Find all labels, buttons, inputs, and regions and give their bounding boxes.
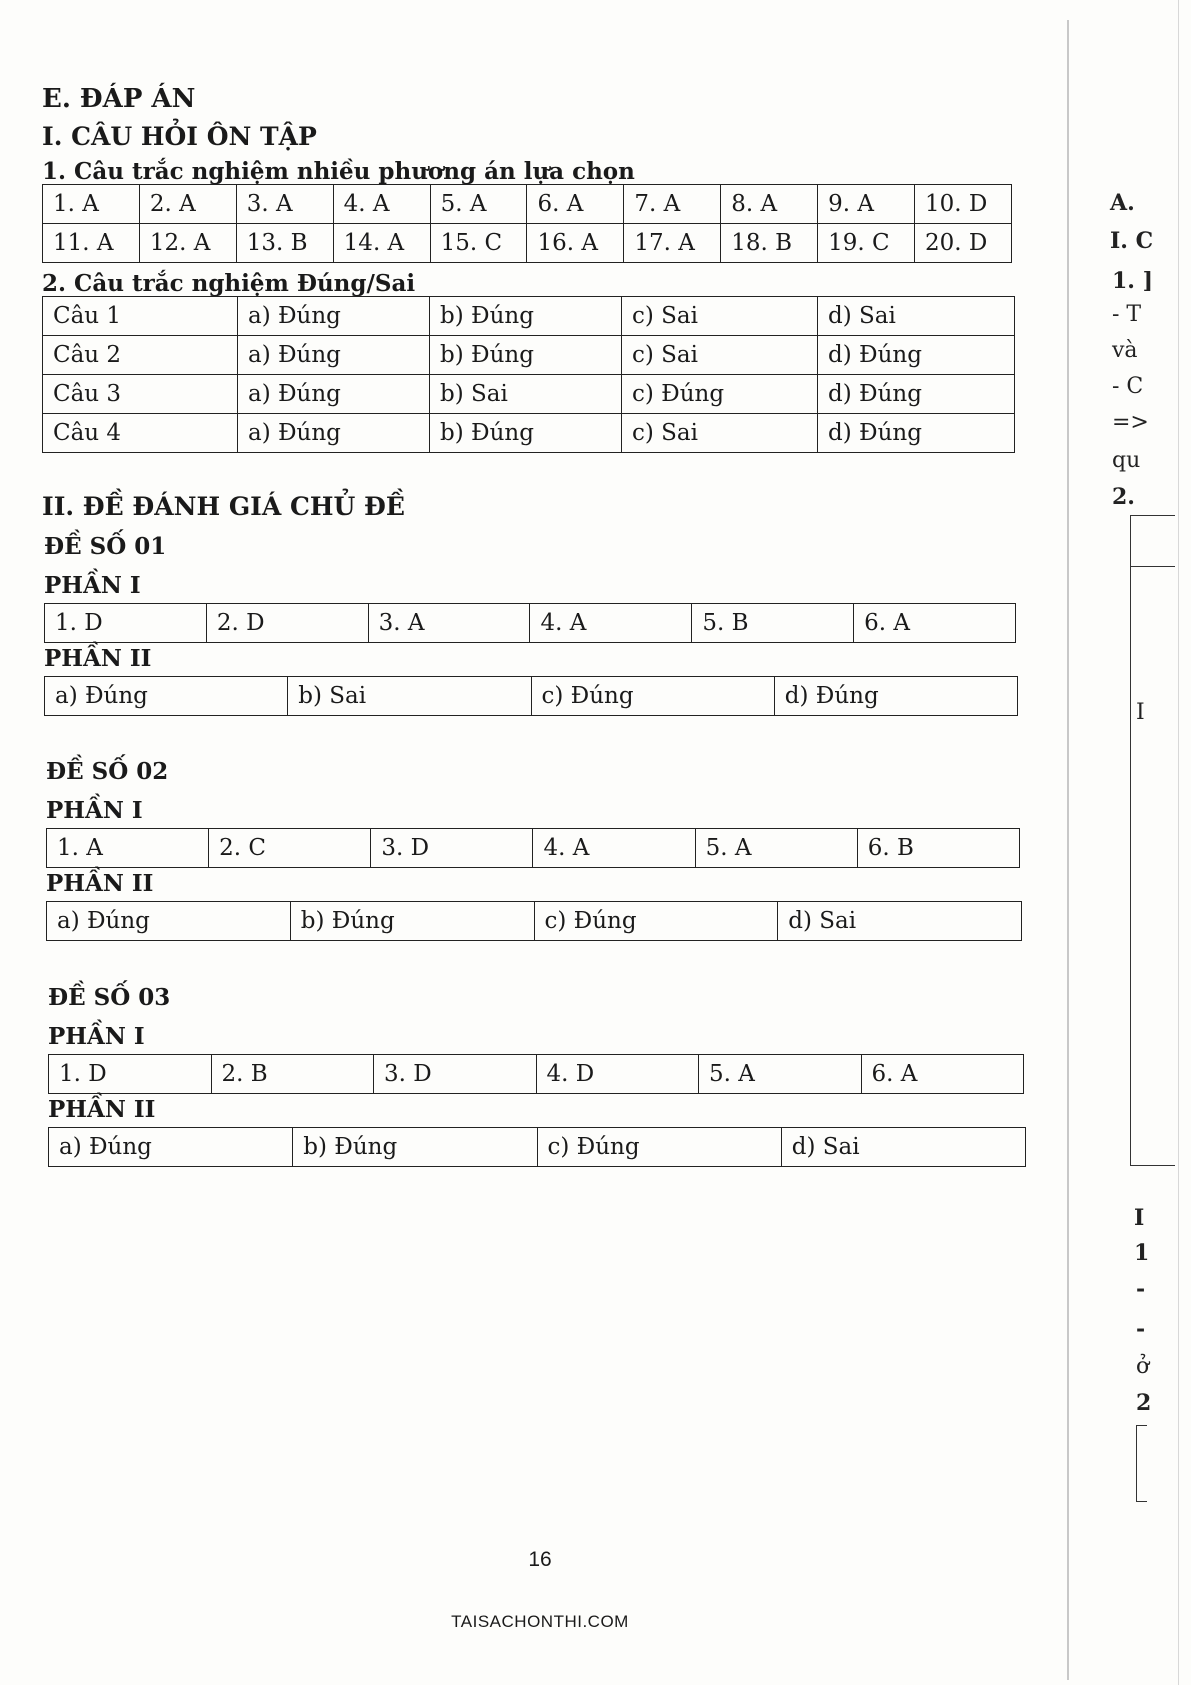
table-cell: 4. A xyxy=(530,604,692,643)
exam-03-title: ĐỀ SỐ 03 xyxy=(48,984,171,1011)
table-cell: c) Sai xyxy=(622,414,818,453)
exam-02-part1-label: PHẦN I xyxy=(46,797,143,824)
table-cell: c) Sai xyxy=(622,336,818,375)
table-cell: d) Sai xyxy=(818,297,1015,336)
adjacent-page-text: I xyxy=(1136,700,1145,725)
table-cell: a) Đúng xyxy=(49,1128,293,1167)
table-cell: c) Đúng xyxy=(531,677,774,716)
table-row xyxy=(45,677,1018,716)
table-cell: 2. B xyxy=(211,1055,374,1094)
table-cell: 6. A xyxy=(854,604,1016,643)
table-cell: b) Đúng xyxy=(430,297,622,336)
table-cell: b) Đúng xyxy=(290,902,534,941)
table-cell: 15. C xyxy=(430,224,527,263)
table-cell: 19. C xyxy=(818,224,915,263)
exam-01-part2-label: PHẦN II xyxy=(44,645,152,672)
adjacent-page-text: 1 xyxy=(1134,1240,1150,1266)
table-cell: a) Đúng xyxy=(238,375,430,414)
exam-03-part2-label: PHẦN II xyxy=(48,1096,156,1123)
table-cell: 5. A xyxy=(699,1055,862,1094)
answer-heading: E. ĐÁP ÁN xyxy=(42,84,196,114)
section2-title: II. ĐỀ ĐÁNH GIÁ CHỦ ĐỀ xyxy=(42,492,405,521)
table-cell: d) Đúng xyxy=(818,414,1015,453)
table-cell: 4. D xyxy=(536,1055,699,1094)
adjacent-page-text: ở xyxy=(1136,1354,1150,1379)
mcq-title: 1. Câu trắc nghiệm nhiều phương án lựa chọn xyxy=(42,158,635,185)
adjacent-page-text: 2 xyxy=(1136,1390,1152,1416)
table-row xyxy=(43,414,1015,453)
table-row xyxy=(47,829,1020,868)
table-cell: b) Đúng xyxy=(430,336,622,375)
page-edge-line xyxy=(1067,20,1069,1680)
exam-02-title: ĐỀ SỐ 02 xyxy=(46,758,169,785)
table-cell: d) Sai xyxy=(778,902,1022,941)
adjacent-page-text: A. xyxy=(1110,190,1135,216)
exam-02-part1-table xyxy=(46,828,1020,868)
table-cell: d) Đúng xyxy=(818,336,1015,375)
table-cell: c) Đúng xyxy=(534,902,778,941)
table-cell: 18. B xyxy=(721,224,818,263)
table-cell: 11. A xyxy=(43,224,140,263)
adjacent-page-text: - T xyxy=(1112,302,1142,327)
table-cell: 17. A xyxy=(624,224,721,263)
table-row xyxy=(43,336,1015,375)
table-cell: 6. A xyxy=(861,1055,1024,1094)
exam-01-part1-table xyxy=(44,603,1016,643)
table-cell: c) Đúng xyxy=(622,375,818,414)
table-cell: 20. D xyxy=(915,224,1012,263)
mcq-answer-table xyxy=(42,184,1012,263)
table-cell: 8. A xyxy=(721,185,818,224)
table-cell: a) Đúng xyxy=(45,677,288,716)
table-cell: 1. A xyxy=(43,185,140,224)
table-cell: 16. A xyxy=(527,224,624,263)
table-cell: 4. A xyxy=(333,185,430,224)
table-cell: b) Sai xyxy=(288,677,531,716)
page-number: 16 xyxy=(528,1548,552,1571)
exam-03-part2-table xyxy=(48,1127,1026,1167)
adjacent-page-text: I xyxy=(1134,1205,1145,1231)
table-cell: 1. D xyxy=(49,1055,212,1094)
true-false-title: 2. Câu trắc nghiệm Đúng/Sai xyxy=(42,270,416,297)
section1-title: I. CÂU HỎI ÔN TẬP xyxy=(42,122,317,151)
table-cell: 1. A xyxy=(47,829,209,868)
table-cell: 1. D xyxy=(45,604,207,643)
exam-03-part1-table xyxy=(48,1054,1024,1094)
table-cell: d) Sai xyxy=(781,1128,1025,1167)
table-cell: c) Đúng xyxy=(537,1128,781,1167)
table-cell: 7. A xyxy=(624,185,721,224)
table-cell: 3. A xyxy=(368,604,530,643)
table-cell: Câu 2 xyxy=(43,336,238,375)
footer-website: TAISACHONTHI.COM xyxy=(451,1612,629,1631)
table-cell: 13. B xyxy=(236,224,333,263)
table-row xyxy=(43,224,1012,263)
table-cell: Câu 4 xyxy=(43,414,238,453)
table-cell: 9. A xyxy=(818,185,915,224)
table-cell: 12. A xyxy=(139,224,236,263)
table-cell: 3. D xyxy=(374,1055,537,1094)
table-cell: 10. D xyxy=(915,185,1012,224)
adjacent-page-text: I. C xyxy=(1110,228,1154,254)
table-cell: 6. A xyxy=(527,185,624,224)
table-cell: c) Sai xyxy=(622,297,818,336)
adjacent-page-text: - xyxy=(1136,1276,1146,1302)
table-cell: b) Sai xyxy=(430,375,622,414)
adjacent-page-text: - C xyxy=(1112,374,1144,399)
adjacent-page-text: và xyxy=(1112,338,1138,363)
table-cell: 4. A xyxy=(533,829,695,868)
true-false-answer-table xyxy=(42,296,1015,453)
adjacent-table-fragment xyxy=(1130,565,1175,1166)
table-cell: 5. A xyxy=(430,185,527,224)
table-cell: 3. A xyxy=(236,185,333,224)
table-cell: d) Đúng xyxy=(818,375,1015,414)
adjacent-page-edge xyxy=(1060,0,1191,1685)
adjacent-page-text: 1. ] xyxy=(1112,268,1154,294)
table-cell: 5. B xyxy=(692,604,854,643)
table-cell: b) Đúng xyxy=(293,1128,537,1167)
table-cell: a) Đúng xyxy=(47,902,291,941)
table-cell: a) Đúng xyxy=(238,336,430,375)
table-cell: 5. A xyxy=(695,829,857,868)
adjacent-page-text: => xyxy=(1112,410,1149,435)
adjacent-table-fragment xyxy=(1130,515,1175,567)
table-cell: b) Đúng xyxy=(430,414,622,453)
table-cell: 6. B xyxy=(857,829,1019,868)
table-cell: 14. A xyxy=(333,224,430,263)
table-cell: 2. D xyxy=(206,604,368,643)
adjacent-page-text: qu xyxy=(1112,448,1141,473)
adjacent-page-text: 2. xyxy=(1112,484,1135,510)
exam-01-title: ĐỀ SỐ 01 xyxy=(44,533,167,560)
table-cell: 2. A xyxy=(139,185,236,224)
table-row xyxy=(47,902,1022,941)
table-row xyxy=(43,375,1015,414)
table-cell: 3. D xyxy=(371,829,533,868)
exam-02-part2-table xyxy=(46,901,1022,941)
table-cell: d) Đúng xyxy=(774,677,1017,716)
table-cell: Câu 1 xyxy=(43,297,238,336)
table-cell: 2. C xyxy=(209,829,371,868)
exam-01-part2-table xyxy=(44,676,1018,716)
table-row xyxy=(49,1128,1026,1167)
table-row xyxy=(43,185,1012,224)
table-row xyxy=(45,604,1016,643)
table-row xyxy=(49,1055,1024,1094)
exam-02-part2-label: PHẦN II xyxy=(46,870,154,897)
table-cell: Câu 3 xyxy=(43,375,238,414)
exam-01-part1-label: PHẦN I xyxy=(44,572,141,599)
adjacent-table-fragment xyxy=(1136,1425,1147,1502)
table-cell: a) Đúng xyxy=(238,414,430,453)
exam-03-part1-label: PHẦN I xyxy=(48,1023,145,1050)
adjacent-page-text: - xyxy=(1136,1316,1146,1342)
page-edge-line xyxy=(1178,0,1179,1685)
table-row xyxy=(43,297,1015,336)
table-cell: a) Đúng xyxy=(238,297,430,336)
